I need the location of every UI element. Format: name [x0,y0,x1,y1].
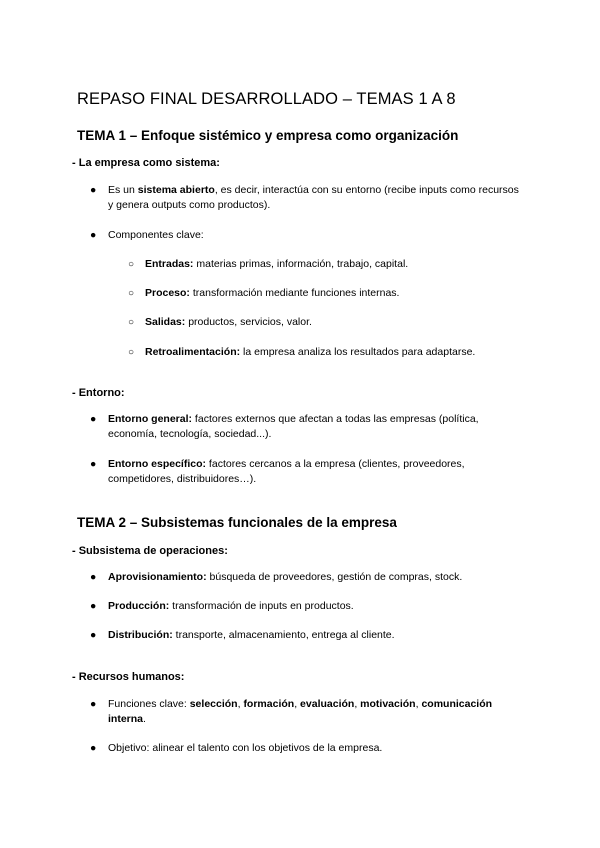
list-item: Entorno general: factores externos que afectan a todas las empresas (política, economía, tecnología, sociedad...). [108,413,479,440]
empresa-sistema-label: - La empresa como sistema: [72,157,220,169]
hollow-bullet-icon: ○ [128,317,135,328]
hollow-bullet-icon: ○ [128,288,135,299]
bullet-icon: ● [90,742,97,754]
list-item: Objetivo: alinear el talento con los objetivos de la empresa. [108,742,383,754]
list-item: Componentes clave: [108,229,204,241]
operaciones-label: - Subsistema de operaciones: [72,545,228,557]
bullet-icon: ● [90,184,97,196]
bullet-icon: ● [90,229,97,241]
bullet-icon: ● [90,458,97,470]
rrhh-label: - Recursos humanos: [72,671,185,683]
list-item: Producción: transformación de inputs en productos. [108,600,354,612]
entorno-label: - Entorno: [72,387,125,399]
document-title: REPASO FINAL DESARROLLADO – TEMAS 1 A 8 [77,90,456,108]
hollow-bullet-icon: ○ [128,259,135,270]
bullet-icon: ● [90,698,97,710]
tema1-heading: TEMA 1 – Enfoque sistémico y empresa como organización [77,128,459,143]
list-item: Funciones clave: selección, formación, evaluación, motivación, comunicación interna. [108,698,493,725]
bullet-icon: ● [90,413,97,425]
list-item: Aprovisionamiento: búsqueda de proveedores, gestión de compras, stock. [108,571,463,583]
bullet-icon: ● [90,629,97,641]
sub-list-item: Entradas: materias primas, información, trabajo, capital. [145,258,409,270]
tema2-heading: TEMA 2 – Subsistemas funcionales de la empresa [77,515,397,530]
list-item: Es un sistema abierto, es decir, interactúa con su entorno (recibe inputs como recursos y genera outputs como productos). [108,184,519,211]
list-item: Entorno específico: factores cercanos a la empresa (clientes, proveedores, competidores, distribuidores…). [108,458,465,485]
hollow-bullet-icon: ○ [128,347,135,358]
sub-list-item: Retroalimentación: la empresa analiza los resultados para adaptarse. [145,346,476,358]
bullet-icon: ● [90,600,97,612]
sub-list-item: Proceso: transformación mediante funciones internas. [145,287,400,299]
bullet-icon: ● [90,571,97,583]
list-item: Distribución: transporte, almacenamiento, entrega al cliente. [108,629,395,641]
sub-list-item: Salidas: productos, servicios, valor. [145,316,312,328]
